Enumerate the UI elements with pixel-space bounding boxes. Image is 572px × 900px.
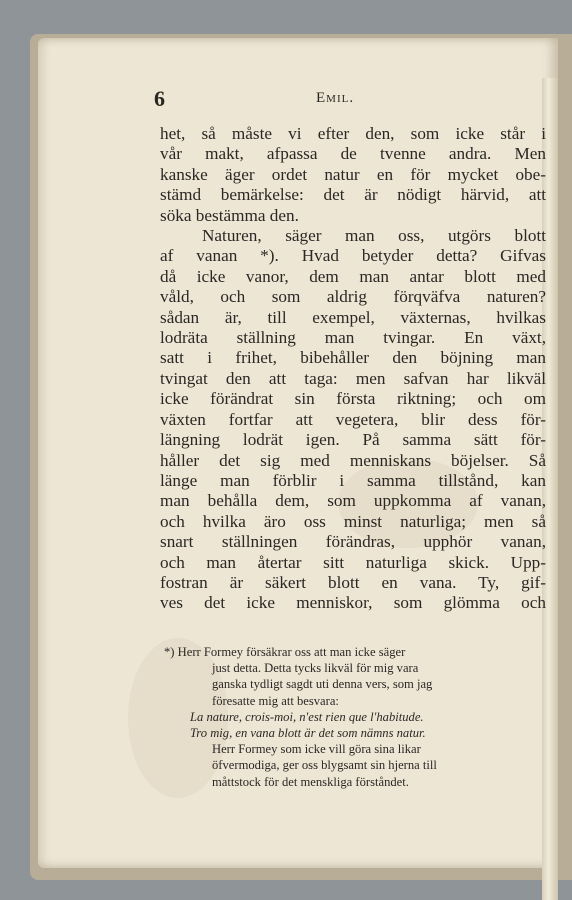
text-line: och hvilka äro oss minst naturliga; men så: [160, 511, 546, 531]
footnote-line: ganska tydligt sagdt uti denna vers, som jag: [212, 677, 433, 692]
footnote-line: *) Herr Formey försäkrar oss att man icke säger: [164, 645, 406, 659]
text-line: Naturen, säger man oss, utgörs blott: [202, 226, 546, 246]
text-line: satt i frihet, bibehåller den böjning man: [160, 348, 546, 368]
text-line: håller det sig med menniskans böjelser. Så: [160, 450, 546, 470]
text-line: och man återtar sitt naturliga skick. Upp-: [160, 552, 546, 572]
text-line: vår makt, afpassa de tvenne andra. Men: [160, 144, 546, 164]
page-header: [118, 88, 478, 112]
text-line: het, så måste vi efter den, som icke står i: [160, 124, 546, 143]
text-line: stämd bemärkelse: det är nödigt härvid, att: [160, 185, 546, 205]
page-number: 6: [154, 86, 165, 111]
text-line: ves det icke menniskor, som glömma och: [160, 593, 546, 613]
text-line: söka bestämma den.: [160, 205, 299, 225]
footnote-line: föresatte mig att besvara:: [212, 693, 339, 708]
text-line: lodräta ställning man tvingar. En växt,: [160, 328, 546, 348]
text-line: icke förändrat sin första riktning; och om: [160, 389, 546, 409]
footnote-line: Herr Formey som icke vill göra sina likar: [212, 742, 421, 757]
text-line: växten fortfar att vegetera, blir dess för-: [160, 409, 546, 429]
text-line: våld, och som aldrig förqväfva naturen?: [160, 287, 546, 307]
footnote-line: öfvermodiga, ger oss blygsamt sin hjerna till: [212, 758, 437, 773]
footnote-line: just detta. Detta tycks likväl för mig vara: [212, 661, 419, 676]
body-text: [160, 124, 546, 614]
footnote-quote-line: Tro mig, en vana blott är det som nämns natur.: [190, 726, 426, 741]
text-line: då icke vanor, dem man antar blott med: [160, 266, 546, 286]
text-line: fostran är säkert blott en vana. Ty, gif-: [160, 572, 546, 592]
text-line: man behålla dem, som uppkomma af vanan,: [160, 491, 546, 511]
text-line: af vanan *). Hvad betyder detta? Gifvas: [160, 246, 546, 266]
footnote: [164, 644, 546, 790]
footnote-line: måttstock för det menskliga förståndet.: [212, 774, 409, 789]
text-line: tvingat den att taga: men safvan har likväl: [160, 368, 546, 388]
text-line: länge man förblir i samma tillstånd, kan: [160, 470, 546, 490]
footnote-quote-line: La nature, crois-moi, n'est rien que l'habitude.: [190, 709, 424, 724]
running-title: Emil.: [316, 90, 355, 106]
text-line: sådan är, till exempel, växternas, hvilkas: [160, 307, 546, 327]
text-line: snart ställningen förändras, upphör vanan,: [160, 532, 546, 552]
text-line: kanske äger ordet natur en för mycket obe-: [160, 164, 546, 184]
text-line: längning lodrät igen. På samma sätt för-: [160, 430, 546, 450]
